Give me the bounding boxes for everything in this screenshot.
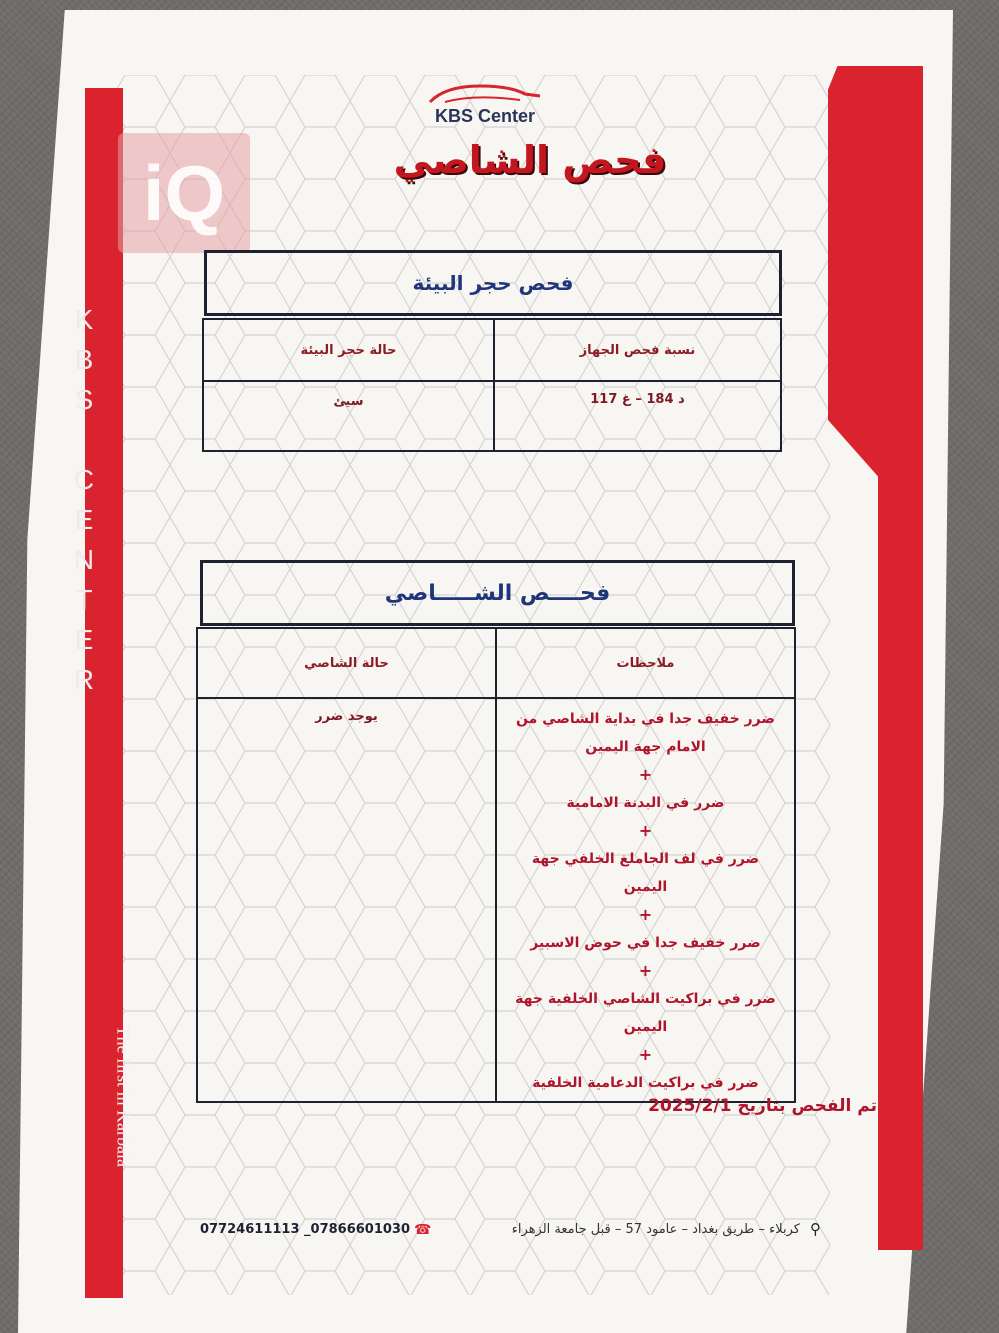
vertical-letter: E <box>74 504 96 535</box>
vertical-letter: E <box>74 624 96 655</box>
right-red-band-lower <box>878 390 923 1250</box>
footer-phones: 07724611113 _07866601030 <box>200 1222 411 1237</box>
phone-icon: ☎ <box>414 1222 432 1238</box>
note-item: ضرر في براكيت الشاصي الخلفية جهة اليمين <box>515 991 776 1035</box>
device-ratio-value: د 184 – غ 117 <box>494 381 781 451</box>
vertical-letter: T <box>75 584 95 615</box>
inspection-date: تم الفحص بتاريخ 2025/2/1 <box>648 1096 877 1116</box>
vertical-brand-text <box>70 300 100 700</box>
stone-status-value: سيئ <box>203 381 494 451</box>
device-ratio-header: نسبة فحص الجهاز <box>494 319 781 381</box>
notes-list <box>511 703 780 1097</box>
stone-section-heading <box>204 250 782 316</box>
stone-section-heading-text: فحص حجر البيئة <box>412 271 574 295</box>
notes-cell <box>496 698 795 1102</box>
spacer <box>70 420 100 460</box>
note-item: ضرر خفيف جدا في بداية الشاصي من الامام جهة اليمين <box>516 711 775 755</box>
chassis-section-heading-text: فحــــص الشـــــاصي <box>384 580 611 606</box>
footer-address: كربلاء – طريق بغداد – عامود 57 – قبل جامعة الزهراء <box>511 1222 800 1237</box>
note-item: ضرر في البدنة الامامية <box>566 795 725 811</box>
note-separator: + <box>638 765 653 784</box>
stone-status-header: حالة حجر البيئة <box>203 319 494 381</box>
page-title: فحص الشاصي <box>393 138 667 182</box>
notes-header: ملاحظات <box>496 628 795 698</box>
note-item: ضرر في لف الجاملغ الخلفي جهة اليمين <box>531 851 760 895</box>
chassis-section-heading <box>200 560 795 626</box>
vertical-letter: N <box>73 544 97 575</box>
vertical-letter: R <box>73 664 97 695</box>
note-separator: + <box>638 961 653 980</box>
note-separator: + <box>638 1045 653 1064</box>
logo-text: KBS Center <box>434 106 536 126</box>
vertical-letter: K <box>74 304 96 335</box>
chassis-status-value: يوجد ضرر <box>197 698 496 1102</box>
kbs-logo <box>420 80 550 132</box>
vertical-letter: S <box>74 384 96 415</box>
stone-table <box>202 318 782 452</box>
iq-watermark: iQ <box>118 133 250 253</box>
location-pin-icon: ⚲ <box>810 1220 821 1238</box>
chassis-table <box>196 627 796 1103</box>
note-item: ضرر في براكيت الدعامية الخلفية <box>532 1075 759 1091</box>
note-item: ضرر خفيف جدا في حوض الاسبير <box>530 935 761 951</box>
vertical-letter: B <box>74 344 96 375</box>
chassis-status-header: حالة الشاصي <box>197 628 496 698</box>
note-separator: + <box>638 905 653 924</box>
vertical-letter: C <box>73 464 97 495</box>
car-logo-icon <box>425 80 545 106</box>
side-tagline: The first in Karbala <box>113 1025 134 1167</box>
note-separator: + <box>638 821 653 840</box>
